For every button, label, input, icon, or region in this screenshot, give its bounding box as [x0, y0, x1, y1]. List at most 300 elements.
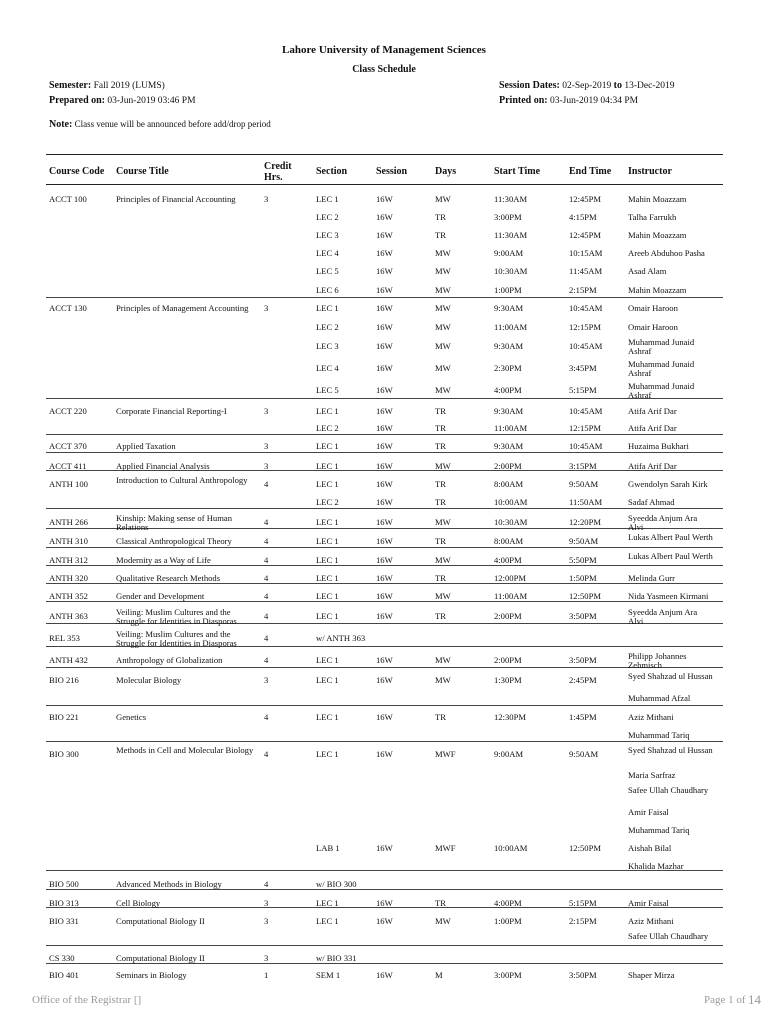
cell-section: LEC 1 — [316, 194, 339, 204]
cell-credit: 3 — [264, 953, 269, 963]
cell-days: TR — [435, 423, 446, 433]
cell-credit: 3 — [264, 898, 269, 908]
cell-credit: 4 — [264, 655, 269, 665]
cell-start: 9:00AM — [494, 749, 524, 759]
cell-title: Computational Biology II — [116, 916, 205, 926]
cell-start: 9:30AM — [494, 303, 524, 313]
cell-instructor: Khalida Mazhar — [628, 861, 684, 871]
cell-credit: 4 — [264, 573, 269, 583]
cell-credit: 4 — [264, 555, 269, 565]
cell-session: 16W — [376, 322, 393, 332]
cell-start: 11:00AM — [494, 423, 528, 433]
cell-days: MW — [435, 655, 451, 665]
prepared-line — [49, 95, 196, 106]
cell-end: 3:50PM — [569, 611, 597, 621]
cell-days: MW — [435, 285, 451, 295]
cell-title: Cell Biology — [116, 898, 161, 908]
cell-instructor: Omair Haroon — [628, 322, 678, 332]
cell-days: MW — [435, 385, 451, 395]
cell-session: 16W — [376, 461, 393, 471]
cell-section: w/ ANTH 363 — [316, 633, 366, 643]
cell-start: 3:00PM — [494, 970, 522, 980]
cell-instructor: Maria Sarfraz — [628, 770, 676, 780]
cell-section: w/ BIO 331 — [316, 953, 357, 963]
col-days: Days — [435, 166, 457, 177]
cell-end: 10:45AM — [569, 303, 603, 313]
cell-code: REL 353 — [49, 633, 80, 643]
cell-session: 16W — [376, 194, 393, 204]
row-group-rule — [46, 741, 723, 742]
cell-days: MW — [435, 675, 451, 685]
cell-session: 16W — [376, 843, 393, 853]
cell-days: TR — [435, 441, 446, 451]
row-group-rule — [46, 963, 723, 964]
cell-instructor: Syed Shahzad ul Hussan — [628, 745, 713, 755]
cell-end: 3:50PM — [569, 655, 597, 665]
cell-section: LEC 1 — [316, 591, 339, 601]
cell-section: LEC 1 — [316, 749, 339, 759]
doc-title: Class Schedule — [352, 64, 416, 75]
cell-credit: 4 — [264, 536, 269, 546]
row-group-rule — [46, 601, 723, 602]
cell-section: LEC 1 — [316, 536, 339, 546]
cell-title: Methods in Cell and Molecular Biology — [116, 745, 254, 755]
cell-title: Introduction to Cultural Anthropology — [116, 475, 248, 485]
cell-title: Veiling: Muslim Cultures and the Struggle for Identities in Diasporas — [116, 629, 237, 648]
cell-instructor: Sadaf Ahmad — [628, 497, 675, 507]
cell-code: ACCT 130 — [49, 303, 87, 313]
cell-days: MW — [435, 341, 451, 351]
cell-section: LEC 1 — [316, 406, 339, 416]
cell-instructor: Muhammad Junaid Ashraf — [628, 359, 695, 378]
cell-credit: 4 — [264, 517, 269, 527]
cell-start: 8:00AM — [494, 479, 524, 489]
cell-credit: 3 — [264, 916, 269, 926]
cell-code: ANTH 310 — [49, 536, 88, 546]
cell-end: 12:15PM — [569, 322, 601, 332]
cell-section: LEC 2 — [316, 322, 339, 332]
cell-instructor: Omair Haroon — [628, 303, 678, 313]
table-top-rule — [46, 154, 723, 155]
cell-start: 11:00AM — [494, 322, 528, 332]
cell-code: ANTH 320 — [49, 573, 88, 583]
cell-instructor: Areeb Abduhoo Pasha — [628, 248, 705, 258]
cell-section: LAB 1 — [316, 843, 340, 853]
cell-start: 10:30AM — [494, 517, 528, 527]
cell-instructor: Mahin Moazzam — [628, 230, 687, 240]
note-value: Class venue will be announced before add/drop period — [74, 119, 271, 129]
cell-end: 12:20PM — [569, 517, 601, 527]
cell-days: TR — [435, 479, 446, 489]
table-header-rule — [46, 184, 723, 185]
cell-start: 3:00PM — [494, 212, 522, 222]
cell-title: Anthropology of Globalization — [116, 655, 223, 665]
footer-page-label: Page 1 of — [704, 994, 746, 1006]
cell-section: LEC 1 — [316, 655, 339, 665]
cell-title: Molecular Biology — [116, 675, 182, 685]
cell-code: ACCT 370 — [49, 441, 87, 451]
cell-title: Gender and Development — [116, 591, 205, 601]
cell-days: MW — [435, 517, 451, 527]
cell-section: LEC 4 — [316, 363, 339, 373]
cell-end: 1:45PM — [569, 712, 597, 722]
cell-start: 11:30AM — [494, 230, 528, 240]
row-group-rule — [46, 705, 723, 706]
cell-days: TR — [435, 230, 446, 240]
cell-section: LEC 1 — [316, 479, 339, 489]
cell-days: MW — [435, 363, 451, 373]
cell-session: 16W — [376, 341, 393, 351]
cell-end: 10:15AM — [569, 248, 603, 258]
row-group-rule — [46, 398, 723, 399]
cell-instructor: Safee Ullah Chaudhary — [628, 785, 709, 795]
cell-code: CS 330 — [49, 953, 75, 963]
cell-instructor: Muhammad Tariq — [628, 825, 690, 835]
cell-end: 10:45AM — [569, 341, 603, 351]
cell-session: 16W — [376, 655, 393, 665]
row-group-rule — [46, 297, 723, 298]
cell-end: 3:45PM — [569, 363, 597, 373]
cell-credit: 3 — [264, 461, 269, 471]
cell-credit: 4 — [264, 479, 269, 489]
cell-credit: 4 — [264, 611, 269, 621]
printed-label: Printed on: — [499, 95, 548, 106]
cell-title: Corporate Financial Reporting-I — [116, 406, 227, 416]
cell-code: BIO 300 — [49, 749, 79, 759]
cell-session: 16W — [376, 230, 393, 240]
cell-session: 16W — [376, 423, 393, 433]
cell-title: Seminars in Biology — [116, 970, 187, 980]
cell-days: MW — [435, 266, 451, 276]
cell-title: Classical Anthropological Theory — [116, 536, 232, 546]
cell-section: LEC 1 — [316, 611, 339, 621]
cell-start: 1:00PM — [494, 916, 522, 926]
cell-end: 12:15PM — [569, 423, 601, 433]
cell-days: MWF — [435, 843, 456, 853]
cell-end: 12:50PM — [569, 843, 601, 853]
cell-instructor: Mahin Moazzam — [628, 285, 687, 295]
cell-instructor: Muhammad Afzal — [628, 693, 691, 703]
session-to: to — [613, 80, 623, 91]
cell-start: 11:30AM — [494, 194, 528, 204]
cell-session: 16W — [376, 363, 393, 373]
cell-start: 10:30AM — [494, 266, 528, 276]
cell-code: BIO 216 — [49, 675, 79, 685]
cell-code: ANTH 363 — [49, 611, 88, 621]
cell-code: ANTH 432 — [49, 655, 88, 665]
cell-session: 16W — [376, 749, 393, 759]
cell-instructor: Muhammad Junaid Ashraf — [628, 337, 695, 356]
cell-code: ANTH 100 — [49, 479, 88, 489]
cell-section: LEC 1 — [316, 517, 339, 527]
cell-instructor: Atifa Arif Dar — [628, 423, 677, 433]
cell-session: 16W — [376, 611, 393, 621]
cell-instructor: Muhammad Tariq — [628, 730, 690, 740]
cell-end: 5:50PM — [569, 555, 597, 565]
cell-section: LEC 1 — [316, 712, 339, 722]
cell-session: 16W — [376, 285, 393, 295]
cell-title: Genetics — [116, 712, 147, 722]
cell-title: Kinship: Making sense of Human Relations — [116, 513, 233, 532]
cell-instructor: Atifa Arif Dar — [628, 406, 677, 416]
cell-title: Applied Financial Analysis — [116, 461, 210, 471]
cell-instructor: Aziz Mithani — [628, 916, 674, 926]
cell-session: 16W — [376, 675, 393, 685]
col-course-title: Course Title — [116, 166, 169, 177]
cell-days: MW — [435, 916, 451, 926]
cell-start: 1:30PM — [494, 675, 522, 685]
row-group-rule — [46, 667, 723, 668]
cell-start: 9:30AM — [494, 341, 524, 351]
prepared-value: 03-Jun-2019 03:46 PM — [107, 96, 196, 106]
semester-value: Fall 2019 (LUMS) — [93, 81, 165, 91]
cell-end: 12:45PM — [569, 194, 601, 204]
footer-office: Office of the Registrar [] — [32, 994, 142, 1006]
cell-section: LEC 3 — [316, 341, 339, 351]
col-instructor: Instructor — [628, 166, 672, 177]
university-name: Lahore University of Management Sciences — [282, 44, 486, 56]
cell-end: 4:15PM — [569, 212, 597, 222]
cell-code: BIO 221 — [49, 712, 79, 722]
cell-section: LEC 2 — [316, 423, 339, 433]
cell-session: 16W — [376, 303, 393, 313]
cell-end: 11:50AM — [569, 497, 603, 507]
col-credit-line2: Hrs. — [264, 172, 283, 183]
cell-start: 8:00AM — [494, 536, 524, 546]
row-group-rule — [46, 889, 723, 890]
cell-code: ANTH 266 — [49, 517, 88, 527]
cell-credit: 3 — [264, 303, 269, 313]
cell-title: Principles of Management Accounting — [116, 303, 249, 313]
cell-days: TR — [435, 712, 446, 722]
cell-instructor: Huzaima Bukhari — [628, 441, 689, 451]
cell-instructor: Talha Farrukh — [628, 212, 677, 222]
cell-section: LEC 5 — [316, 266, 339, 276]
cell-start: 9:30AM — [494, 406, 524, 416]
cell-section: LEC 1 — [316, 303, 339, 313]
cell-end: 5:15PM — [569, 385, 597, 395]
cell-section: LEC 1 — [316, 573, 339, 583]
cell-days: MW — [435, 248, 451, 258]
cell-session: 16W — [376, 248, 393, 258]
cell-credit: 3 — [264, 406, 269, 416]
cell-title: Modernity as a Way of Life — [116, 555, 211, 565]
cell-session: 16W — [376, 573, 393, 583]
printed-line — [499, 95, 638, 106]
cell-start: 4:00PM — [494, 898, 522, 908]
cell-instructor: Safee Ullah Chaudhary — [628, 931, 709, 941]
cell-section: LEC 1 — [316, 461, 339, 471]
printed-value: 03-Jun-2019 04:34 PM — [549, 96, 639, 106]
cell-instructor: Melinda Gurr — [628, 573, 676, 583]
cell-start: 2:00PM — [494, 461, 522, 471]
row-group-rule — [46, 945, 723, 946]
row-group-rule — [46, 508, 723, 509]
session-start: 02-Sep-2019 — [562, 81, 612, 91]
cell-end: 11:45AM — [569, 266, 603, 276]
footer-page-total: 14 — [748, 992, 761, 1007]
cell-instructor: Amir Faisal — [628, 807, 669, 817]
cell-end: 2:15PM — [569, 916, 597, 926]
cell-start: 9:00AM — [494, 248, 524, 258]
semester-line — [49, 80, 165, 91]
session-dates-line — [499, 80, 675, 91]
cell-days: TR — [435, 611, 446, 621]
cell-start: 2:00PM — [494, 655, 522, 665]
row-group-rule — [46, 547, 723, 548]
cell-credit: 4 — [264, 879, 269, 889]
session-label: Session Dates: — [499, 80, 560, 91]
cell-session: 16W — [376, 591, 393, 601]
cell-start: 12:00PM — [494, 573, 526, 583]
cell-session: 16W — [376, 555, 393, 565]
cell-section: LEC 4 — [316, 248, 339, 258]
cell-start: 10:00AM — [494, 843, 528, 853]
cell-credit: 1 — [264, 970, 269, 980]
cell-instructor: Gwendolyn Sarah Kirk — [628, 479, 708, 489]
cell-title: Advanced Methods in Biology — [116, 879, 222, 889]
cell-days: MW — [435, 322, 451, 332]
cell-days: M — [435, 970, 443, 980]
cell-code: BIO 401 — [49, 970, 79, 980]
cell-start: 4:00PM — [494, 385, 522, 395]
cell-instructor: Syeedda Anjum Ara Alvi — [628, 607, 698, 626]
cell-start: 2:30PM — [494, 363, 522, 373]
cell-title: Computational Biology II — [116, 953, 205, 963]
cell-credit: 3 — [264, 441, 269, 451]
cell-end: 2:15PM — [569, 285, 597, 295]
cell-start: 2:00PM — [494, 611, 522, 621]
cell-instructor: Lukas Albert Paul Werth — [628, 532, 713, 542]
cell-session: 16W — [376, 898, 393, 908]
cell-instructor: Atifa Arif Dar — [628, 461, 677, 471]
cell-section: SEM 1 — [316, 970, 341, 980]
cell-section: LEC 1 — [316, 675, 339, 685]
cell-instructor: Syeedda Anjum Ara Alvi — [628, 513, 698, 532]
cell-session: 16W — [376, 536, 393, 546]
cell-session: 16W — [376, 497, 393, 507]
cell-instructor: Philipp Johannes Zehmisch — [628, 651, 687, 670]
cell-title: Applied Taxation — [116, 441, 176, 451]
cell-credit: 4 — [264, 591, 269, 601]
row-group-rule — [46, 870, 723, 871]
cell-instructor: Aishah Bilal — [628, 843, 672, 853]
cell-session: 16W — [376, 479, 393, 489]
cell-start: 1:00PM — [494, 285, 522, 295]
cell-start: 4:00PM — [494, 555, 522, 565]
cell-days: TR — [435, 497, 446, 507]
cell-start: 11:00AM — [494, 591, 528, 601]
cell-section: LEC 6 — [316, 285, 339, 295]
cell-end: 10:45AM — [569, 406, 603, 416]
note-line — [49, 119, 271, 130]
cell-start: 10:00AM — [494, 497, 528, 507]
cell-code: ACCT 411 — [49, 461, 87, 471]
cell-instructor: Nida Yasmeen Kirmani — [628, 591, 709, 601]
cell-end: 9:50AM — [569, 536, 599, 546]
cell-end: 1:50PM — [569, 573, 597, 583]
cell-end: 3:15PM — [569, 461, 597, 471]
cell-start: 12:30PM — [494, 712, 526, 722]
cell-end: 5:15PM — [569, 898, 597, 908]
cell-session: 16W — [376, 441, 393, 451]
cell-session: 16W — [376, 385, 393, 395]
cell-end: 12:45PM — [569, 230, 601, 240]
semester-label: Semester: — [49, 80, 92, 91]
cell-code: BIO 331 — [49, 916, 79, 926]
cell-days: MW — [435, 461, 451, 471]
row-group-rule — [46, 583, 723, 584]
cell-session: 16W — [376, 970, 393, 980]
cell-section: LEC 2 — [316, 212, 339, 222]
cell-session: 16W — [376, 406, 393, 416]
cell-days: MWF — [435, 749, 456, 759]
cell-credit: 4 — [264, 712, 269, 722]
cell-end: 9:50AM — [569, 479, 599, 489]
col-section: Section — [316, 166, 348, 177]
row-group-rule — [46, 452, 723, 453]
cell-instructor: Mahin Moazzam — [628, 194, 687, 204]
cell-section: LEC 2 — [316, 497, 339, 507]
cell-section: LEC 1 — [316, 555, 339, 565]
col-session: Session — [376, 166, 408, 177]
cell-session: 16W — [376, 916, 393, 926]
cell-instructor: Lukas Albert Paul Werth — [628, 551, 713, 561]
cell-code: BIO 500 — [49, 879, 79, 889]
cell-days: TR — [435, 406, 446, 416]
cell-days: MW — [435, 303, 451, 313]
cell-session: 16W — [376, 517, 393, 527]
cell-section: LEC 1 — [316, 916, 339, 926]
cell-days: MW — [435, 591, 451, 601]
cell-section: LEC 1 — [316, 441, 339, 451]
cell-instructor: Asad Alam — [628, 266, 667, 276]
cell-code: BIO 313 — [49, 898, 79, 908]
cell-days: TR — [435, 573, 446, 583]
cell-code: ANTH 352 — [49, 591, 88, 601]
col-course-code: Course Code — [49, 166, 105, 177]
col-start-time: Start Time — [494, 166, 541, 177]
cell-days: TR — [435, 898, 446, 908]
cell-instructor: Amir Faisal — [628, 898, 669, 908]
cell-instructor: Aziz Mithani — [628, 712, 674, 722]
col-credit-line1: Credit — [264, 161, 292, 172]
cell-title: Principles of Financial Accounting — [116, 194, 236, 204]
cell-code: ACCT 220 — [49, 406, 87, 416]
cell-instructor: Muhammad Junaid Ashraf — [628, 381, 695, 400]
cell-code: ACCT 100 — [49, 194, 87, 204]
cell-title: Qualitative Research Methods — [116, 573, 221, 583]
cell-days: TR — [435, 212, 446, 222]
cell-section: LEC 3 — [316, 230, 339, 240]
cell-section: w/ BIO 300 — [316, 879, 357, 889]
cell-code: ANTH 312 — [49, 555, 88, 565]
cell-credit: 4 — [264, 749, 269, 759]
prepared-label: Prepared on: — [49, 95, 106, 106]
row-group-rule — [46, 565, 723, 566]
cell-end: 12:50PM — [569, 591, 601, 601]
cell-days: TR — [435, 536, 446, 546]
cell-credit: 3 — [264, 194, 269, 204]
cell-days: MW — [435, 555, 451, 565]
col-credit-hrs — [264, 161, 292, 183]
cell-days: MW — [435, 194, 451, 204]
cell-instructor: Syed Shahzad ul Hussan — [628, 671, 713, 681]
cell-session: 16W — [376, 712, 393, 722]
cell-title: Veiling: Muslim Cultures and the Struggle for Identities in Diasporas — [116, 607, 237, 626]
cell-credit: 3 — [264, 675, 269, 685]
cell-end: 10:45AM — [569, 441, 603, 451]
